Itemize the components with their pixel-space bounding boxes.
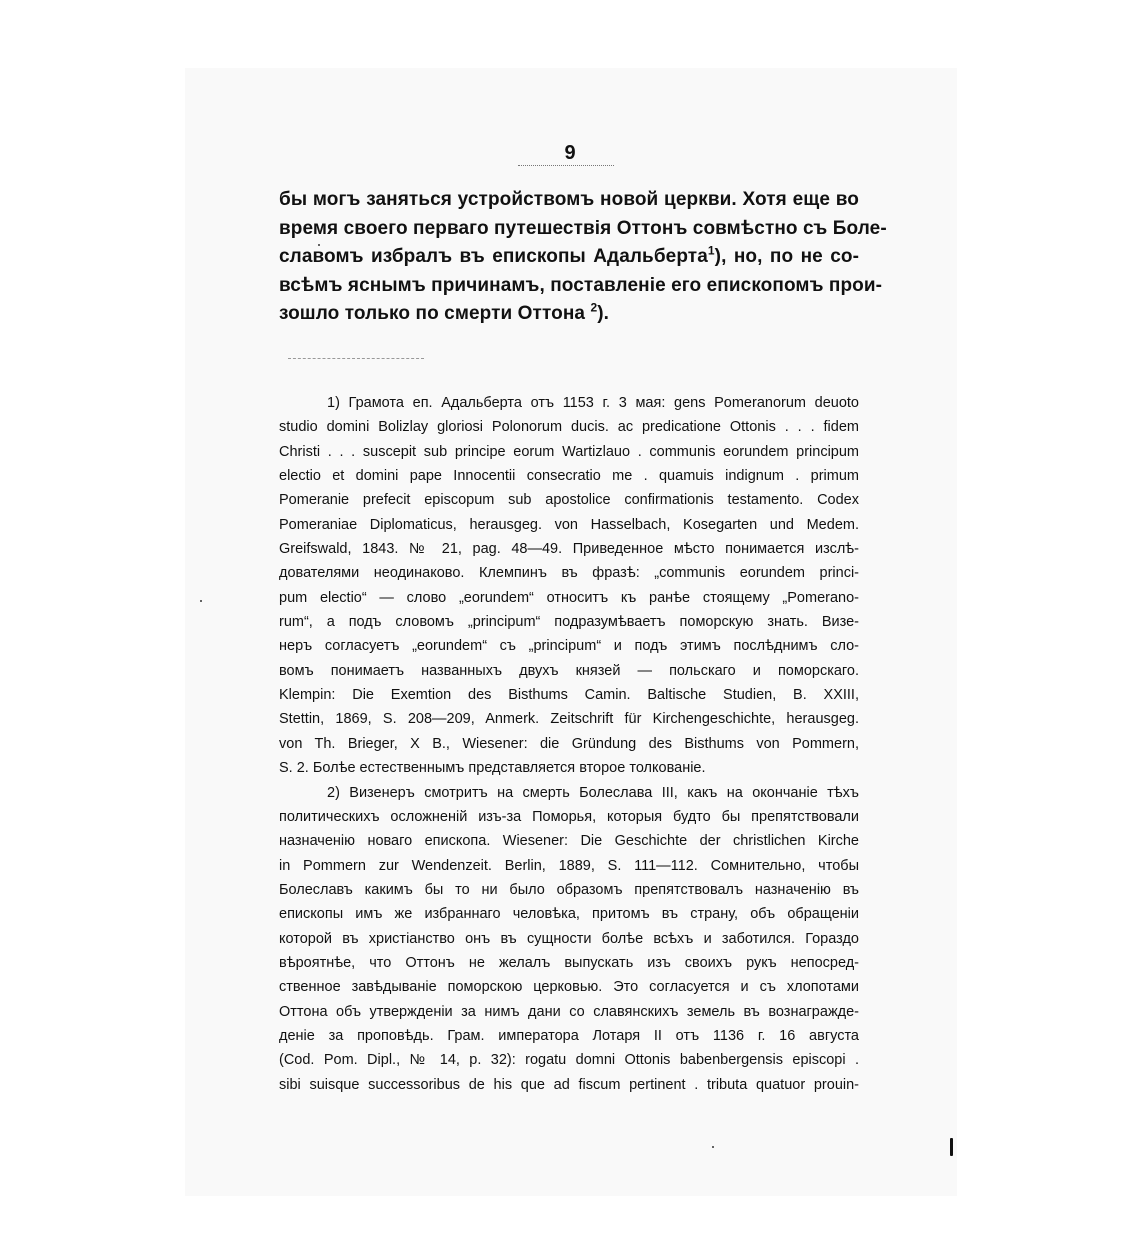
footnote-ref-2: 2 [590, 300, 598, 315]
footnote-line: rum“, а подъ словомъ „principum“ подразумѣваетъ поморскую знать. Визе- [279, 614, 859, 631]
footnote-line: вѣроятнѣе, что Оттонъ не желалъ выпускать изъ своихъ рукъ непосред- [279, 954, 859, 971]
main-line-text: славомъ избралъ въ епископы Адальберта [279, 246, 708, 267]
footnote-line: Klempin: Die Exemtion des Bisthums Camin. Baltische Studien, B. XXIII, [279, 687, 859, 704]
footnote-line: Greifswald, 1843. № 21, pag. 48—49. Приведенное мѣсто понимается изслѣ- [279, 541, 859, 558]
footnote-line: sibi suisque successoribus de his que ad fiscum pertinent . tributa quatuor prouin- [279, 1076, 859, 1093]
main-line-tail: ), но, по не со- [714, 246, 859, 267]
footnote-line: назначенію новаго епископа. Wiesener: Die Geschichte der christlichen Kirche [279, 833, 859, 850]
main-paragraph [279, 186, 887, 329]
footnote-line: S. 2. Болѣе естественнымъ представляется второе толкованіе. [279, 760, 706, 777]
scan-speck [200, 600, 202, 602]
footnote-line: 1) Грамота еп. Адальберта отъ 1153 г. 3 мая: gens Pomeranorum deuoto [327, 395, 859, 411]
footnote-line: которой въ христіанство онъ въ сущности болѣе всѣхъ и заботился. Гораздо [279, 930, 859, 947]
main-line-text: зошло только по смерти Оттона [279, 303, 586, 324]
scan-speck [318, 244, 320, 246]
footnote-line: von Th. Brieger, X B., Wiesener: die Gründung des Bisthums von Pommern, [279, 735, 859, 752]
page-number: 9 [564, 142, 576, 164]
footnote-line: Оттона объ утвержденіи за нимъ дани со славянскихъ земель въ вознагражде- [279, 1003, 859, 1020]
footnote-separator [288, 358, 424, 359]
footnote-line: (Cod. Pom. Dipl., № 14, p. 32): rogatu domni Ottonis babenbergensis episcopi . [279, 1052, 859, 1069]
footnote-line: дователями неодинаково. Клемпинъ въ фразѣ: „communis eorundem princi- [279, 565, 859, 582]
footnote-line: Pomeranie prefecit episcopum sub apostolice confirmationis testamento. Codex [279, 492, 859, 509]
footnote-line: Болеславъ какимъ бы то ни было образомъ препятствовалъ назначенію въ [279, 881, 859, 898]
scan-speck [712, 1146, 714, 1148]
footnote-line: 2) Визенеръ смотритъ на смерть Болеслава III, какъ на окончаніе тѣхъ [327, 784, 859, 801]
footnote-line: electio et domini pape Innocentii consecratio me . quamuis indignum . primum [279, 468, 859, 485]
scan-mark [950, 1138, 953, 1156]
main-line [279, 300, 859, 329]
footnote-ref-1: 1 [707, 243, 715, 258]
main-line-tail: ). [597, 303, 610, 324]
main-line: бы могъ заняться устройствомъ новой церкви. Хотя еще во [279, 189, 859, 210]
footnote-line: деніе за проповѣдь. Грам. императора Лотаря II отъ 1136 г. 16 августа [279, 1027, 859, 1044]
footnote-line: Stettin, 1869, S. 208—209, Anmerk. Zeitschrift für Kirchengeschichte, herausgeg. [279, 711, 859, 728]
footnote-line: Christi . . . suscepit sub principe eorum Wartizlauo . communis eorundem principum [279, 443, 859, 460]
footnote-line: политическихъ осложненій изъ-за Поморья, которыя будто бы препятствовали [279, 808, 859, 825]
footnote-line: епископы имъ же избраннаго человѣка, притомъ въ страну, объ обращеніи [279, 906, 859, 923]
page-number-rule [518, 165, 614, 166]
footnote-line: studio domini Bolizlay gloriosi Polonorum ducis. ac predicatione Ottonis . . . fidem [279, 419, 859, 436]
main-line [279, 243, 859, 272]
footnote-line: pum electio“ — слово „eorundem“ относитъ къ ранѣе стоящему „Pomerano- [279, 589, 859, 606]
footnote-line: Pomeraniae Diplomaticus, herausgeg. von Hasselbach, Kosegarten und Medem. [279, 516, 859, 533]
footnote-line: неръ согласуетъ „eorundem“ съ „principum“ и подъ этимъ послѣднимъ сло- [279, 638, 859, 655]
footnotes [279, 391, 859, 1097]
main-line: всѣмъ яснымъ причинамъ, поставленіе его епископомъ прои- [279, 274, 883, 296]
footnote-line: вомъ понимаетъ названныхъ двухъ князей — польскаго и поморскаго. [279, 662, 859, 679]
main-line: время своего перваго путешествія Оттонъ совмѣстно съ Боле- [279, 217, 887, 239]
footnote-line: ственное завѣдываніе поморскою церковью. Это согласуется и съ хлопотами [279, 979, 859, 996]
footnote-line: in Pommern zur Wendenzeit. Berlin, 1889, S. 111—112. Сомнительно, чтобы [279, 857, 859, 874]
